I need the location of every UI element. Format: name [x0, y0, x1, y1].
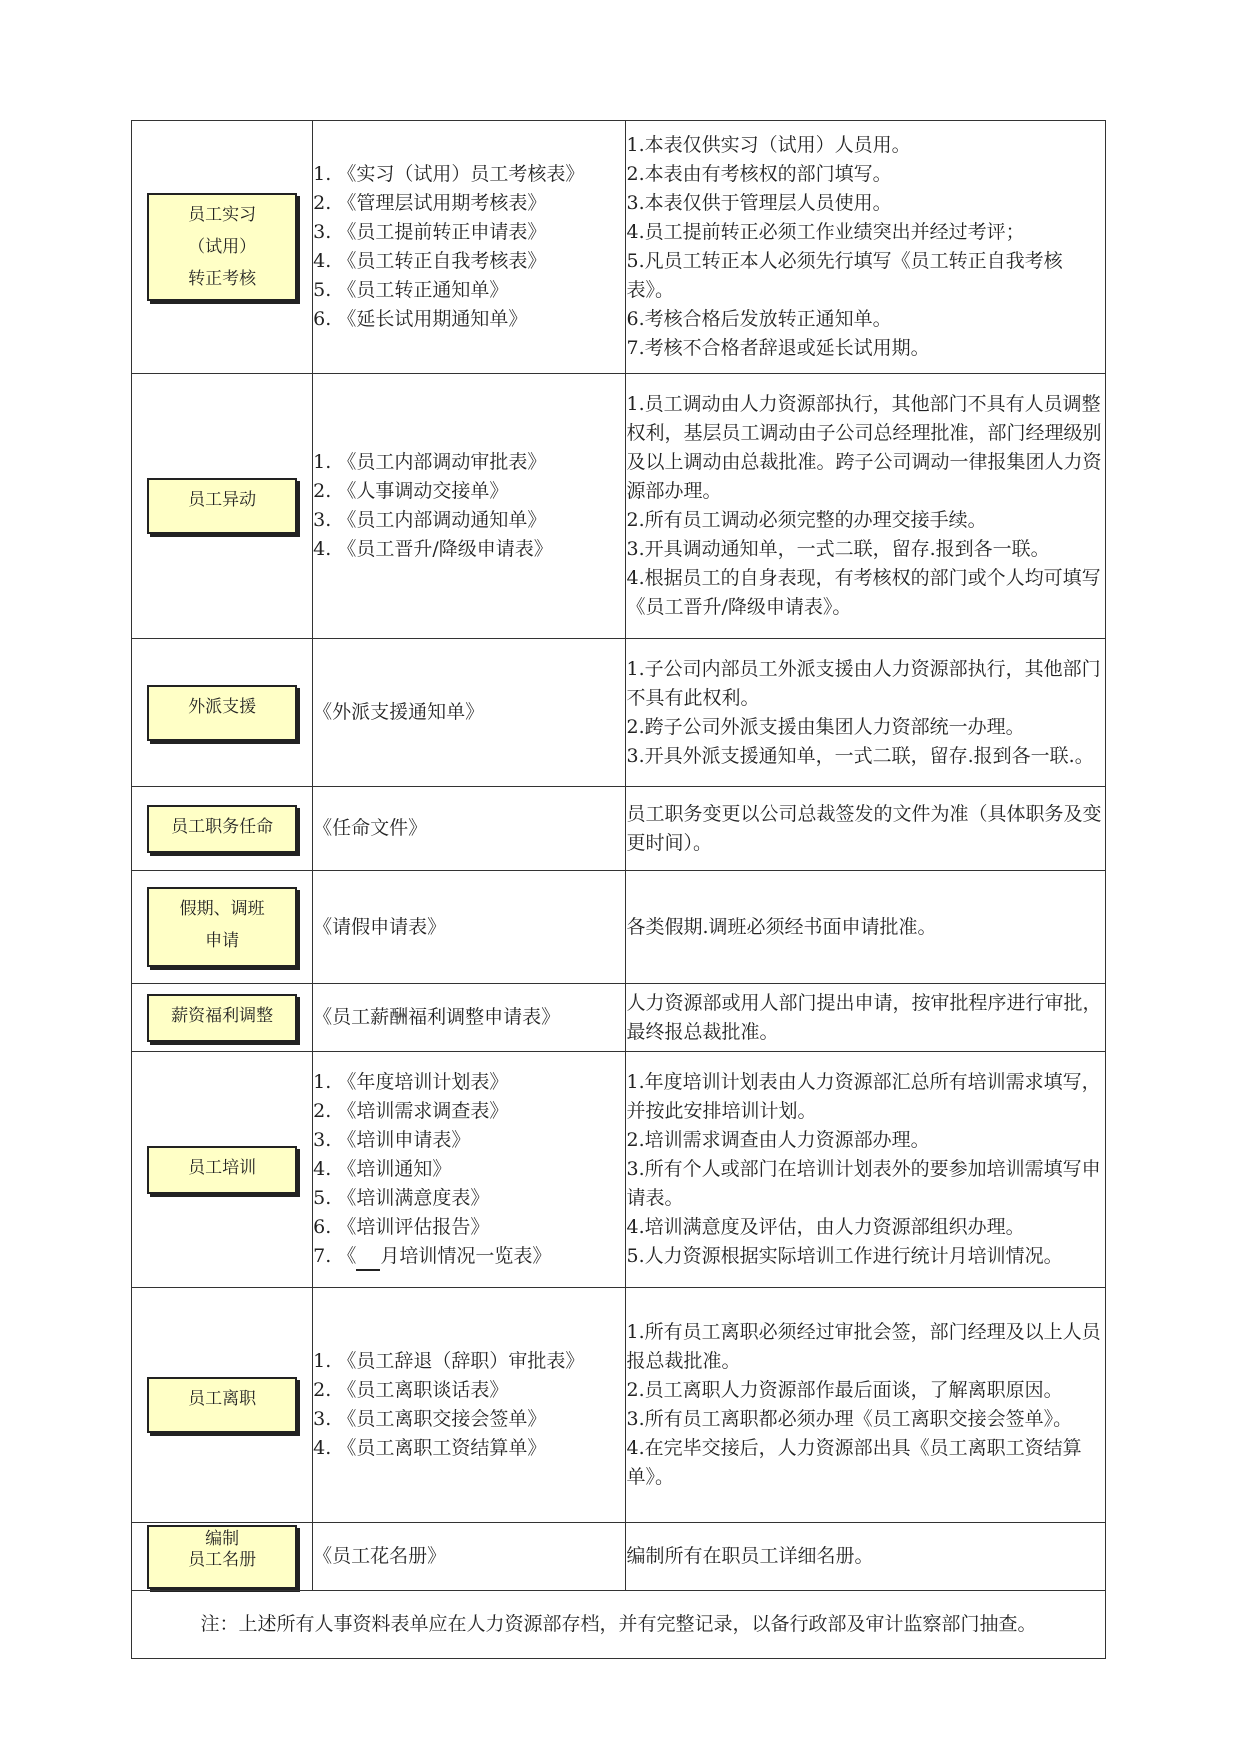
form-item: 1. 《年度培训计划表》: [313, 1071, 509, 1093]
category-cell: [132, 1288, 313, 1523]
table-row: [132, 639, 1106, 787]
category-cell: [132, 639, 313, 787]
category-internship-conversion: [147, 193, 297, 301]
note-item: 4.培训满意度及评估，由人力资源部组织办理。: [626, 1216, 1025, 1238]
table-row: [132, 1523, 1106, 1591]
form-item: 7. 《 月培训情况一览表》: [313, 1242, 625, 1271]
form-item: 4. 《培训通知》: [313, 1158, 452, 1180]
forms-cell: [313, 787, 626, 871]
form-item: 4. 《员工离职工资结算单》: [313, 1437, 547, 1459]
category-cell: [132, 871, 313, 984]
note-item: 1.员工调动由人力资源部执行，其他部门不具有人员调整权利，基层员工调动由子公司总经理批准，部门经理级别及以上调动由总裁批准。跨子公司调动一律报集团人力资源部办理。: [626, 393, 1102, 502]
category-secondment: [147, 685, 297, 741]
hr-forms-table: [131, 120, 1106, 1659]
note-item: 1.本表仅供实习（试用）人员用。: [626, 134, 911, 156]
form-item: 《请假申请表》: [313, 915, 447, 938]
form-item: 3. 《员工内部调动通知单》: [313, 509, 547, 531]
category-label-line: 员工职务任命: [171, 816, 274, 837]
notes-cell: [626, 787, 1106, 871]
category-label-line: 员工离职: [188, 1389, 257, 1409]
note-item: 5.人力资源根据实际培训工作进行统计月培训情况。: [626, 1245, 1063, 1267]
category-label-line: 编制: [205, 1528, 240, 1549]
forms-cell: [313, 639, 626, 787]
note-item: 6.考核合格后发放转正通知单。: [626, 308, 892, 330]
note-item: 1.子公司内部员工外派支援由人力资源部执行，其他部门不具有此权利。: [626, 657, 1101, 709]
note-item: 5.凡员工转正本人必须先行填写《员工转正自我考核表》。: [626, 250, 1063, 301]
category-label-line: 员工培训: [188, 1157, 257, 1178]
forms-cell: [313, 1288, 626, 1523]
form-item: 《员工花名册》: [313, 1545, 447, 1567]
form-item: 5. 《培训满意度表》: [313, 1187, 490, 1209]
note-item: 3.开具外派支援通知单，一式二联，留存.报到各一联.。: [626, 744, 1094, 767]
note-item: 7.考核不合格者辞退或延长试用期。: [626, 337, 930, 359]
category-label-line: 薪资福利调整: [171, 1005, 274, 1026]
form-item: 4. 《员工转正自我考核表》: [313, 250, 547, 272]
table-row: [132, 121, 1106, 374]
footer-note: 注：上述所有人事资料表单应在人力资源部存档，并有完整记录，以备行政部及审计监察部门抽查。: [132, 1591, 1106, 1659]
notes-cell: [626, 1523, 1106, 1591]
category-appointment: [147, 805, 297, 853]
note-item: 1.年度培训计划表由人力资源部汇总所有培训需求填写，并按此安排培训计划。: [626, 1071, 1101, 1122]
forms-cell: [313, 871, 626, 984]
notes-cell: [626, 639, 1106, 787]
notes-cell: [626, 121, 1106, 374]
fill-in-blank: [356, 1249, 380, 1271]
note-item: 3.所有个人或部门在培训计划表外的要参加培训需填写申请表。: [626, 1158, 1101, 1209]
form-item: 3. 《员工离职交接会签单》: [313, 1408, 547, 1430]
form-item: 6. 《延长试用期通知单》: [313, 308, 528, 330]
table-body: [132, 121, 1106, 1659]
category-compensation: [147, 994, 297, 1042]
note-item: 1.所有员工离职必须经过审批会签，部门经理及以上人员报总裁批准。: [626, 1321, 1101, 1372]
form-item: 2. 《管理层试用期考核表》: [313, 192, 547, 214]
forms-cell: [313, 374, 626, 639]
table-row: [132, 1052, 1106, 1288]
note-item: 3.本表仅供于管理层人员使用。: [626, 192, 892, 214]
note-item: 员工职务变更以公司总裁签发的文件为准（具体职务及变更时间）。: [626, 802, 1102, 854]
form-item: 1. 《实习（试用）员工考核表》: [313, 163, 585, 185]
form-item: 3. 《员工提前转正申请表》: [313, 221, 547, 243]
form-item: 1. 《员工内部调动审批表》: [313, 451, 547, 473]
note-item: 3.所有员工离职都必须办理《员工离职交接会签单》。: [626, 1408, 1073, 1430]
notes-cell: [626, 374, 1106, 639]
category-cell: [132, 787, 313, 871]
category-leave: [147, 887, 297, 967]
notes-cell: [626, 1288, 1106, 1523]
category-label-line: 员工异动: [188, 490, 257, 510]
forms-cell: [313, 121, 626, 374]
table-row: [132, 984, 1106, 1052]
form-item: 5. 《员工转正通知单》: [313, 279, 509, 301]
note-item: 2.跨子公司外派支援由集团人力资部统一办理。: [626, 715, 1025, 738]
note-item: 2.员工离职人力资源部作最后面谈，了解离职原因。: [626, 1379, 1063, 1401]
note-item: 4.员工提前转正必须工作业绩突出并经过考评；: [626, 221, 1025, 243]
forms-cell: [313, 1052, 626, 1288]
category-cell: [132, 984, 313, 1052]
form-item: 4. 《员工晋升/降级申请表》: [313, 538, 553, 560]
forms-cell: [313, 1523, 626, 1591]
note-item: 3.开具调动通知单，一式二联，留存.报到各一联。: [626, 538, 1050, 560]
form-item: 《任命文件》: [313, 817, 428, 839]
table-row: [132, 1288, 1106, 1523]
notes-cell: [626, 984, 1106, 1052]
note-item: 各类假期.调班必须经书面申请批准。: [626, 915, 937, 938]
category-cell: [132, 1523, 313, 1591]
form-item: 2. 《人事调动交接单》: [313, 480, 509, 502]
table-row: [132, 374, 1106, 639]
category-label-line: 假期、调班: [179, 899, 265, 919]
note-item: 2.培训需求调查由人力资源部办理。: [626, 1129, 930, 1151]
category-cell: [132, 374, 313, 639]
note-item: 编制所有在职员工详细名册。: [626, 1545, 874, 1567]
form-item: 《员工薪酬福利调整申请表》: [313, 1006, 561, 1028]
form-item: 3. 《培训申请表》: [313, 1129, 471, 1151]
notes-cell: [626, 871, 1106, 984]
category-label-line: 外派支援: [188, 696, 257, 717]
table-row: [132, 787, 1106, 871]
category-resignation: [147, 1377, 297, 1433]
notes-cell: [626, 1052, 1106, 1288]
form-item: 2. 《培训需求调查表》: [313, 1100, 509, 1122]
note-item: 4.根据员工的自身表现，有考核权的部门或个人均可填写《员工晋升/降级申请表》。: [626, 567, 1101, 618]
forms-cell: [313, 984, 626, 1052]
category-roster: [147, 1525, 297, 1589]
category-cell: [132, 1052, 313, 1288]
category-label-line: 员工名册: [188, 1549, 257, 1570]
category-transfer: [147, 478, 297, 534]
category-cell: [132, 121, 313, 374]
category-label-line: 员工实习: [188, 205, 257, 225]
form-item: 1. 《员工辞退（辞职）审批表》: [313, 1350, 585, 1372]
note-item: 2.本表由有考核权的部门填写。: [626, 163, 892, 185]
form-item: 6. 《培训评估报告》: [313, 1216, 490, 1238]
note-item: 人力资源部或用人部门提出申请，按审批程序进行审批，最终报总裁批准。: [626, 991, 1102, 1043]
category-label-line: 转正考核: [188, 269, 257, 289]
note-item: 4.在完毕交接后，人力资源部出具《员工离职工资结算单》。: [626, 1437, 1082, 1488]
category-training: [147, 1146, 297, 1194]
table-row: [132, 871, 1106, 984]
category-label-line: 申请: [205, 931, 240, 951]
form-item: 《外派支援通知单》: [313, 701, 485, 723]
category-label-line: （试用）: [188, 237, 257, 257]
note-item: 2.所有员工调动必须完整的办理交接手续。: [626, 509, 987, 531]
form-item: 2. 《员工离职谈话表》: [313, 1379, 509, 1401]
footer-row: [132, 1591, 1106, 1659]
